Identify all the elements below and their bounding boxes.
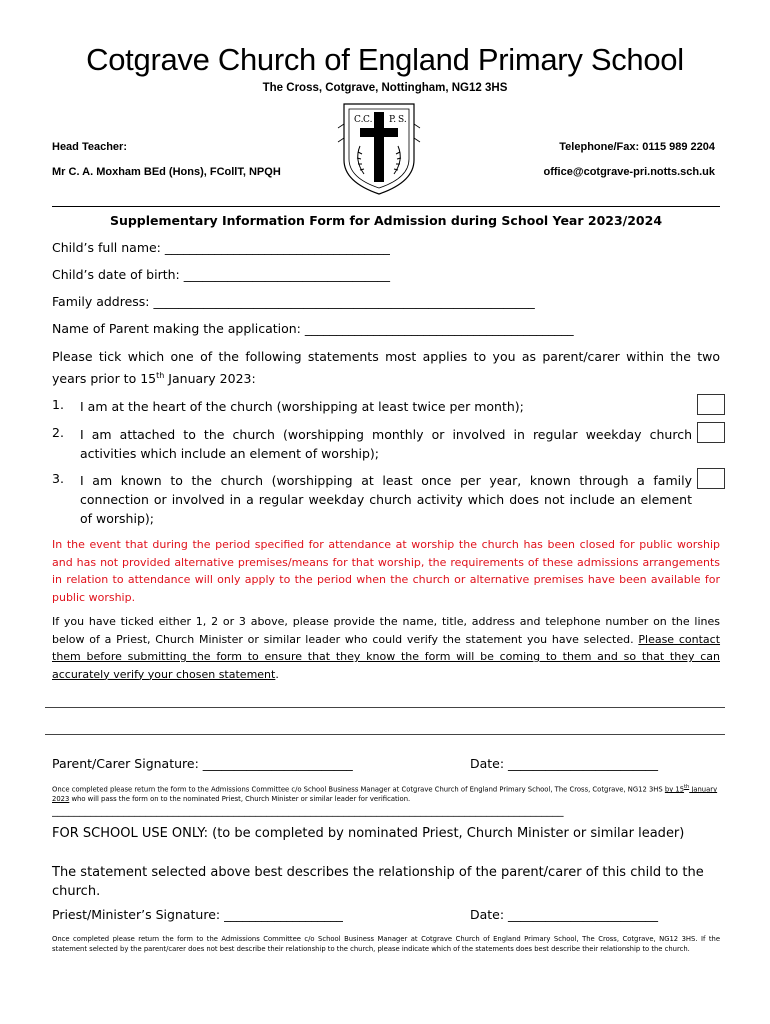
school-name: Cotgrave Church of England Primary School [86, 42, 684, 77]
return-note-date: January 2023 [52, 785, 718, 804]
tick-intro [52, 347, 720, 388]
tick-intro-text: Please tick which one of the following statements most applies to you as parent/carer within the two years prior to 15 [52, 349, 720, 387]
header-divider [52, 206, 720, 207]
head-teacher-name: Mr C. A. Moxham BEd (Hons), FCollT, NPQH [52, 166, 281, 178]
closure-notice: In the event that during the period specified for attendance at worship the church has been closed for public worship and has not provided alternative premises/means for that worship, the requirements of these admissions arrangements in relation to attendance will only apply to the period when the church or alternative premises have been available for public worship. [52, 538, 720, 604]
child-dob-field[interactable]: Child’s date of birth: _________________________________ [52, 267, 390, 282]
minister-signature-field[interactable]: Priest/Minister’s Signature: ___________________ [52, 907, 343, 922]
form-title: Supplementary Information Form for Admission during School Year 2023/2024 [109, 213, 663, 228]
head-teacher-label: Head Teacher: [52, 141, 127, 153]
contact-instructions [52, 613, 720, 683]
date-field-2[interactable]: Date: ________________________ [470, 907, 659, 922]
crest-letter: C. [363, 115, 373, 125]
parent-name-field[interactable]: Name of Parent making the application: ___________________________________________ [52, 321, 574, 336]
statement-3-text: I am known to the church (worshipping at least once per year, known through a family connection or involved in a regular weekday church activity which does not include an element of worship); [80, 473, 692, 526]
contact-emphasis: Please contact them before submitting the form to ensure that they know the form will be coming to them and so that they can accurately verify your chosen statement [52, 632, 721, 681]
contact-text: If you have ticked either 1, 2 or 3 above, please provide the name, title, address and telephone number on the lines below of a Priest, Church Minister or similar leader who could verify the statement you have selected. [52, 615, 720, 646]
return-note [52, 782, 720, 804]
email: office@cotgrave-pri.notts.sch.uk [543, 166, 715, 178]
child-name-field[interactable]: Child’s full name: ____________________________________ [52, 240, 390, 255]
final-note: Once completed please return the form to the Admissions Committee c/o School Business Manager at Cotgrave Church of England Primary School, The Cross, Cotgrave, NG12 3HS. If the statement selected by the parent/carer does not best describe their relationship to the church, please indicate which of the statements does best describe their relationship to the church. [52, 935, 720, 953]
crest-letter: C. [354, 115, 364, 125]
telephone: Telephone/Fax: 0115 989 2204 [559, 141, 715, 153]
minister-details-line-2[interactable] [45, 734, 725, 735]
crest-letter: P. [389, 115, 397, 125]
crest-shield-icon [330, 98, 428, 198]
school-use-divider: _____________________________________________________________________________________________ [52, 804, 564, 817]
tick-intro-sup: th [156, 371, 165, 380]
contact-period: . [275, 667, 279, 681]
statement-1-checkbox[interactable] [697, 394, 725, 415]
date-field-1[interactable]: Date: ________________________ [470, 756, 659, 771]
return-note-sup: th [684, 784, 690, 790]
return-note-by: by 15 [664, 785, 685, 794]
crest-letter: S. [398, 115, 407, 125]
family-address-field[interactable]: Family address: _____________________________________________________________ [52, 294, 535, 309]
statement-3-checkbox[interactable] [697, 468, 725, 489]
tick-intro-date: January 2023: [164, 371, 256, 387]
statement-3-number: 3. [52, 471, 64, 486]
statement-2-text: I am attached to the church (worshipping monthly or involved in regular weekday church activities which include an element of worship); [80, 427, 692, 461]
statement-1-number: 1. [52, 397, 64, 412]
minister-details-line-1[interactable] [45, 707, 725, 708]
school-use-heading: FOR SCHOOL USE ONLY: (to be completed by nominated Priest, Church Minister or similar leader) [52, 826, 685, 841]
statement-2-number: 2. [52, 425, 64, 440]
return-note-text: Once completed please return the form to the Admissions Committee c/o School Business Manager at Cotgrave Church of England Primary School, The Cross, Cotgrave, NG12 3HS [52, 785, 665, 794]
school-crest [330, 98, 428, 198]
school-address: The Cross, Cotgrave, Nottingham, NG12 3HS [262, 82, 508, 94]
parent-signature-field[interactable]: Parent/Carer Signature: ________________________ [52, 756, 353, 771]
statement-1-text: I am at the heart of the church (worshipping at least twice per month); [80, 399, 524, 414]
statement-2-checkbox[interactable] [697, 422, 725, 443]
school-use-statement: The statement selected above best describes the relationship of the parent/carer of this child to the church. [52, 865, 704, 899]
return-note-rest: who will pass the form on to the nominated Priest, Church Minister or similar leader for verification. [69, 795, 411, 804]
